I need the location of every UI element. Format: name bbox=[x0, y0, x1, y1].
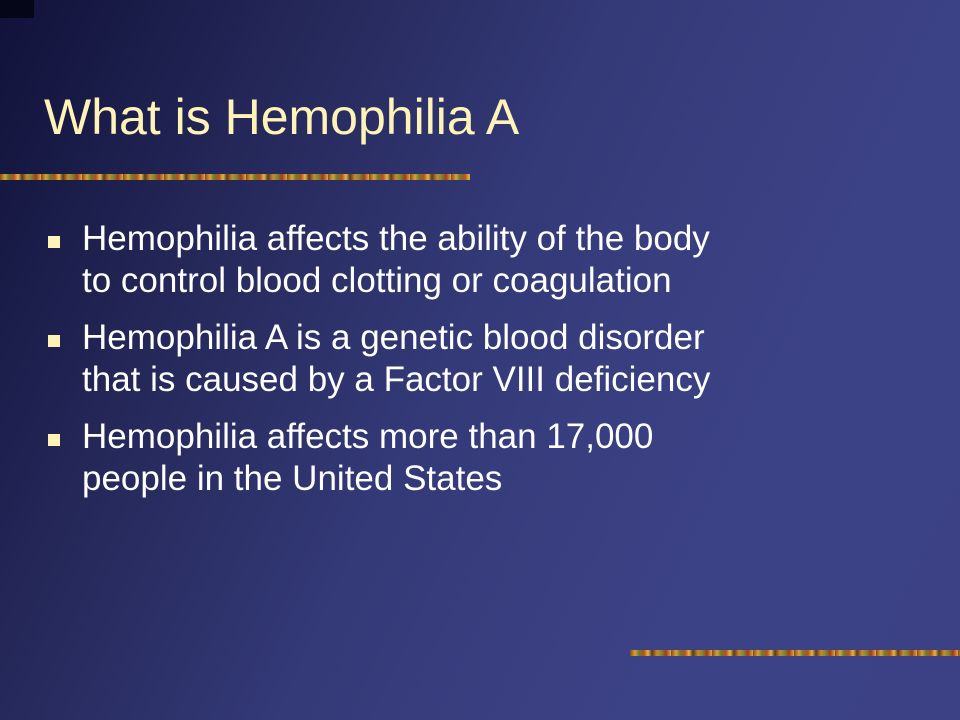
bullet-text: Hemophilia affects more than 17,000 people in the United States bbox=[82, 417, 654, 498]
bullet-list bbox=[44, 218, 924, 515]
square-bullet-icon bbox=[48, 335, 60, 347]
square-bullet-icon bbox=[48, 434, 60, 446]
slide-title: What is Hemophilia A bbox=[44, 89, 520, 145]
decorative-rule-top bbox=[0, 174, 470, 180]
bullet-item bbox=[44, 416, 924, 500]
bullet-item bbox=[44, 218, 924, 302]
bullet-item bbox=[44, 317, 924, 401]
decorative-rule-bottom bbox=[630, 650, 960, 656]
bullet-text: Hemophilia A is a genetic blood disorder that is caused by a Factor VIII deficiency bbox=[82, 318, 711, 399]
corner-mark bbox=[0, 0, 34, 18]
bullet-text: Hemophilia affects the ability of the body to control blood clotting or coagulation bbox=[82, 219, 710, 300]
square-bullet-icon bbox=[48, 236, 60, 248]
